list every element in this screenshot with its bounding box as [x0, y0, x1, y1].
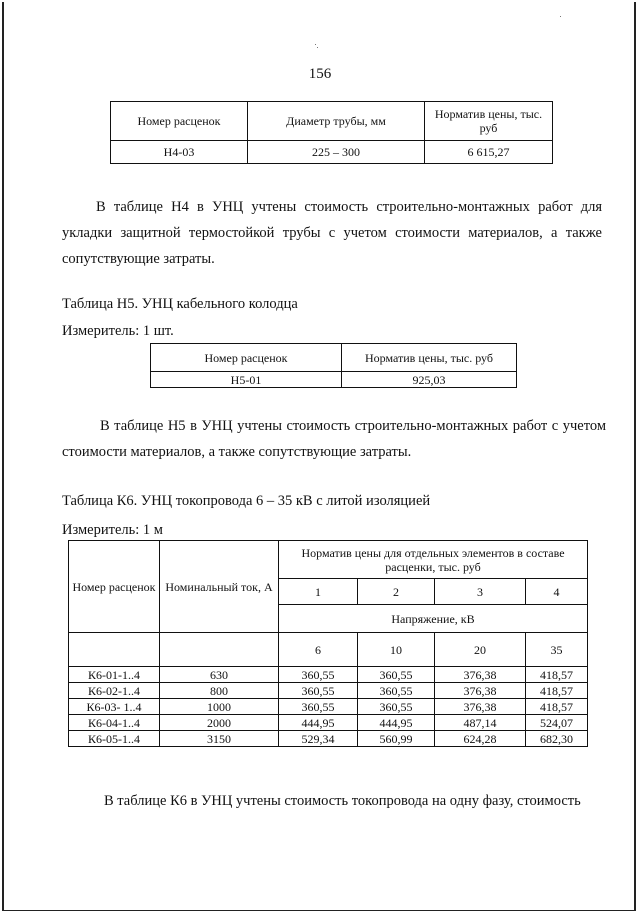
- table-header-row: [111, 102, 553, 141]
- table-cell: К6-05-1..4: [69, 731, 160, 747]
- table-cell: 360,55: [358, 683, 435, 699]
- paragraph-k6: В таблице К6 в УНЦ учтены стоимость токопровода на одну фазу, стоимость: [104, 793, 581, 809]
- table-cell: 360,55: [358, 699, 435, 715]
- table-row: [69, 699, 588, 715]
- paragraph-h5: В таблице Н5 в УНЦ учтены стоимость строительно-монтажных работ с учетом стоимости материалов, а также сопутствующие затраты.: [62, 418, 606, 460]
- unit-k6: Измеритель: 1 м: [62, 522, 163, 538]
- table-k6: [68, 540, 588, 747]
- table-cell: 360,55: [279, 667, 358, 683]
- table-cell: 3150: [160, 731, 279, 747]
- table-h4: [110, 101, 553, 164]
- table-cell: 529,34: [279, 731, 358, 747]
- header-cell: Норматив цены, тыс. руб: [425, 102, 553, 141]
- table-cell: К6-03- 1..4: [69, 699, 160, 715]
- header-cell: 35: [526, 633, 588, 667]
- table-cell: 925,03: [342, 372, 517, 388]
- table-cell: 524,07: [526, 715, 588, 731]
- table-cell: 444,95: [279, 715, 358, 731]
- table-header-row: [69, 541, 588, 579]
- table-cell: 624,28: [435, 731, 526, 747]
- table-cell: Н5-01: [151, 372, 342, 388]
- header-cell: Номер расценок: [111, 102, 248, 141]
- table-row: [69, 683, 588, 699]
- table-h5: [150, 343, 517, 388]
- caption-h5: Таблица Н5. УНЦ кабельного колодца: [62, 296, 298, 312]
- table-header-row: [151, 344, 517, 372]
- table-cell: 376,38: [435, 683, 526, 699]
- scan-speck: [560, 16, 561, 17]
- scan-speck: [315, 44, 316, 45]
- header-cell: 10: [358, 633, 435, 667]
- scan-speck: [317, 47, 318, 48]
- table-cell: 487,14: [435, 715, 526, 731]
- header-cell: 3: [435, 579, 526, 605]
- header-cell: 4: [526, 579, 588, 605]
- table-row: [151, 372, 517, 388]
- table-cell: 376,38: [435, 699, 526, 715]
- table-cell: К6-02-1..4: [69, 683, 160, 699]
- header-cell: [160, 633, 279, 667]
- table-cell: 2000: [160, 715, 279, 731]
- header-cell: 2: [358, 579, 435, 605]
- table-cell: 6 615,27: [425, 141, 553, 164]
- table-cell: 418,57: [526, 699, 588, 715]
- header-cell: Номинальный ток, А: [160, 541, 279, 633]
- table-row: [111, 141, 553, 164]
- table-cell: 360,55: [279, 683, 358, 699]
- table-cell: 682,30: [526, 731, 588, 747]
- table-cell: 418,57: [526, 683, 588, 699]
- header-cell: 1: [279, 579, 358, 605]
- paragraph-h4: В таблице Н4 в УНЦ учтены стоимость строительно-монтажных работ для укладки защитной термостойкой трубы с учетом стоимости материалов, а также сопутствующие затраты.: [62, 199, 602, 267]
- table-cell: К6-01-1..4: [69, 667, 160, 683]
- header-cell: 20: [435, 633, 526, 667]
- table-row: [69, 667, 588, 683]
- table-cell: К6-04-1..4: [69, 715, 160, 731]
- header-cell: 6: [279, 633, 358, 667]
- unit-h5: Измеритель: 1 шт.: [62, 323, 174, 339]
- table-cell: 418,57: [526, 667, 588, 683]
- table-cell: 1000: [160, 699, 279, 715]
- table-cell: 225 – 300: [248, 141, 425, 164]
- table-cell: 360,55: [358, 667, 435, 683]
- table-cell: 800: [160, 683, 279, 699]
- table-header-row: [69, 633, 588, 667]
- table-cell: 560,99: [358, 731, 435, 747]
- table-cell: Н4-03: [111, 141, 248, 164]
- table-cell: 444,95: [358, 715, 435, 731]
- header-cell: Диаметр трубы, мм: [248, 102, 425, 141]
- caption-k6: Таблица К6. УНЦ токопровода 6 – 35 кВ с литой изоляцией: [62, 493, 431, 509]
- page-number: 156: [308, 66, 332, 82]
- header-cell: Номер расценок: [69, 541, 160, 633]
- table-cell: 630: [160, 667, 279, 683]
- table-cell: 360,55: [279, 699, 358, 715]
- header-cell: [69, 633, 160, 667]
- table-cell: 376,38: [435, 667, 526, 683]
- table-row: [69, 731, 588, 747]
- header-cell: Номер расценок: [151, 344, 342, 372]
- table-row: [69, 715, 588, 731]
- header-cell: Напряжение, кВ: [279, 605, 588, 633]
- header-cell: Норматив цены, тыс. руб: [342, 344, 517, 372]
- header-cell: Норматив цены для отдельных элементов в составе расценки, тыс. руб: [279, 541, 588, 579]
